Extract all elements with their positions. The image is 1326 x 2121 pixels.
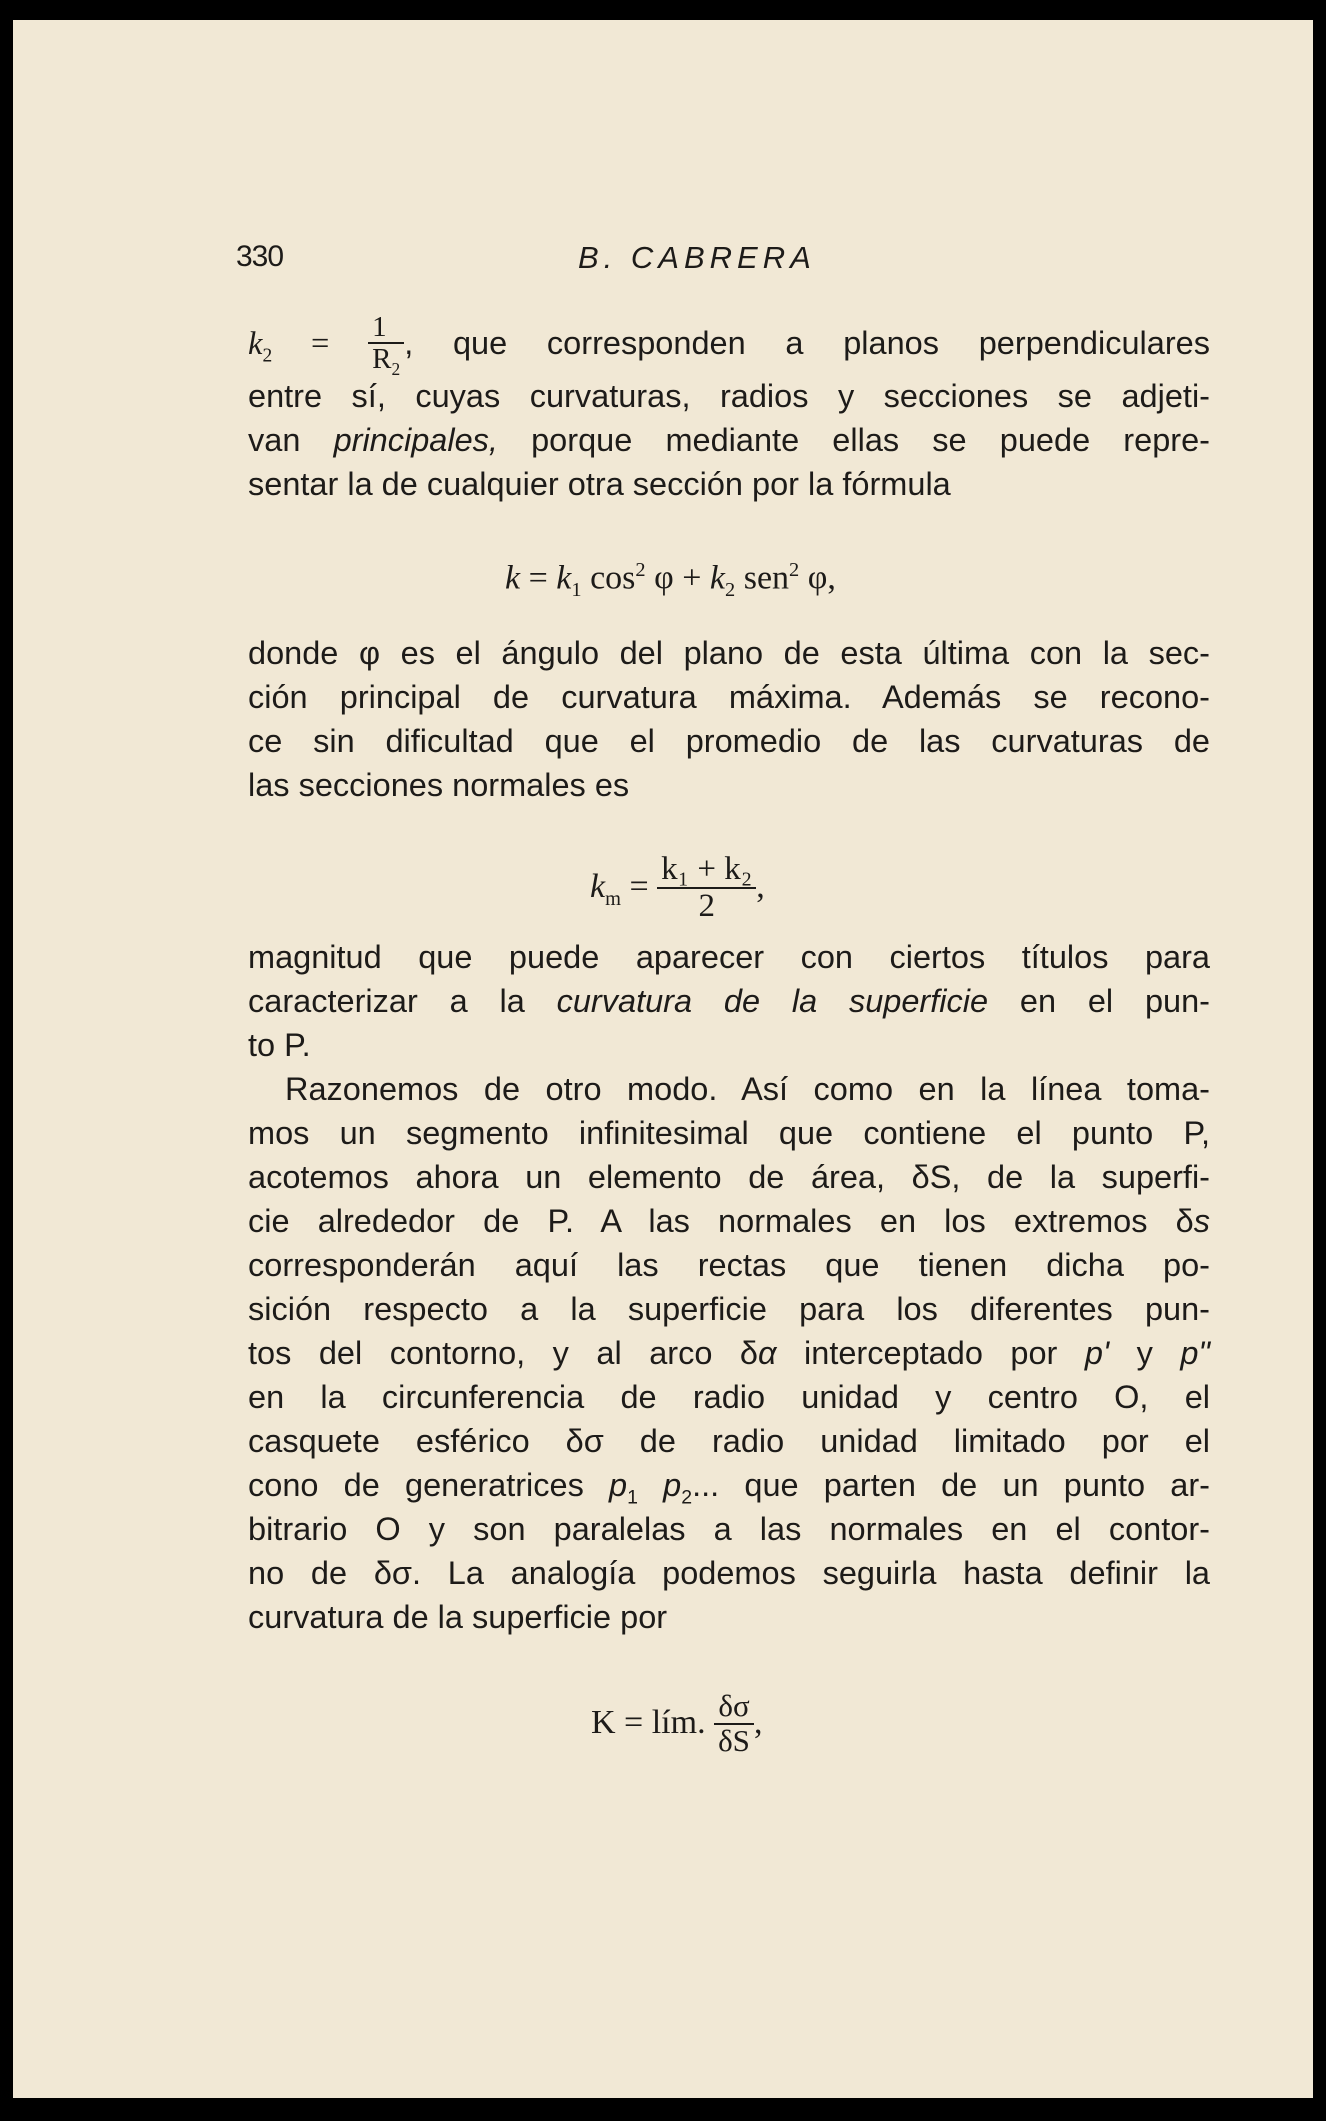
running-title: B. CABRERA — [578, 240, 816, 275]
formula-curvature-sections: $k = k_1$ $\cos^2 \varphi + k_2$ sen$^2$ φ, — [505, 559, 836, 602]
book-page — [13, 20, 1313, 2098]
formula-total-curvature: K = lím. $\frac{\delta\sigma}{\delta S}$ , — [591, 1688, 763, 1759]
total-curvature-fraction: $\frac{\delta\sigma}{\delta S}$ — [714, 1690, 754, 1757]
text-line-12: Razonemos de otro modo. Así como en la línea toma- — [285, 1071, 1210, 1107]
text-line-2: entre sí, cuyas curvaturas, radios y secciones se adjeti- — [248, 378, 1210, 414]
text-line-6: ción principal de curvatura máxima. Además se recono- — [248, 679, 1210, 715]
text-line-16: corresponderán aquí las rectas que tienen dicha po- — [248, 1247, 1210, 1283]
text-line-7: ce sin dificultad que el promedio de las curvaturas de — [248, 723, 1210, 759]
text-line-14: acotemos ahora un elemento de área, δS, de la superfi- — [248, 1159, 1210, 1195]
text-line-1: $k_2$ = $\frac{1}{R_2}$ , que corresponden a planos perpendiculares — [248, 311, 1210, 380]
text-line-10: caracterizar a la curvatura de la superficie en el pun- — [248, 983, 1210, 1019]
text-line-20: casquete esférico δσ de radio unidad limitado por el — [248, 1423, 1210, 1459]
text-line-19: en la circunferencia de radio unidad y centro O, el — [248, 1379, 1210, 1415]
formula-mean-curvature: $k_m$ = $\frac{\text{k₁ + k₂}}{2}$ , — [590, 851, 765, 925]
text-line-5: donde φ es el ángulo del plano de esta última con la sec- — [248, 635, 1210, 671]
text-line-13: mos un segmento infinitesimal que contiene el punto P, — [248, 1115, 1210, 1151]
k2-symbol: k — [248, 325, 263, 362]
text-line-8: las secciones normales es — [248, 767, 630, 803]
text-line-9: magnitud que puede aparecer con ciertos títulos para — [248, 939, 1210, 975]
text-line-24: curvatura de la superficie por — [248, 1599, 668, 1635]
text-line-23: no de δσ. La analogía podemos seguirla hasta definir la — [248, 1555, 1210, 1591]
text-line-22: bitrario O y son paralelas a las normales en el contor- — [248, 1511, 1210, 1547]
text-line-11: to P. — [248, 1027, 311, 1063]
text-line-3: van principales, porque mediante ellas se puede repre- — [248, 422, 1210, 458]
page-number: 330 — [236, 240, 284, 273]
page-header — [13, 240, 1313, 280]
text-line-17: sición respecto a la superficie para los diferentes pun- — [248, 1291, 1210, 1327]
text-line-18: tos del contorno, y al arco δα interceptado por p' y p" — [248, 1335, 1210, 1371]
text-line-4: sentar la de cualquier otra sección por la fórmula — [248, 466, 951, 502]
inline-fraction: $\frac{1}{R_2}$ — [368, 312, 404, 379]
text-line-15: cie alrededor de P. A las normales en los extremos δs — [248, 1203, 1210, 1239]
mean-curvature-fraction: $\frac{\text{k₁ + k₂}}{2}$ — [657, 852, 756, 923]
text-line-21: cono de generatrices $p_1$ $p_2$... que parten de un punto ar- — [248, 1467, 1211, 1509]
